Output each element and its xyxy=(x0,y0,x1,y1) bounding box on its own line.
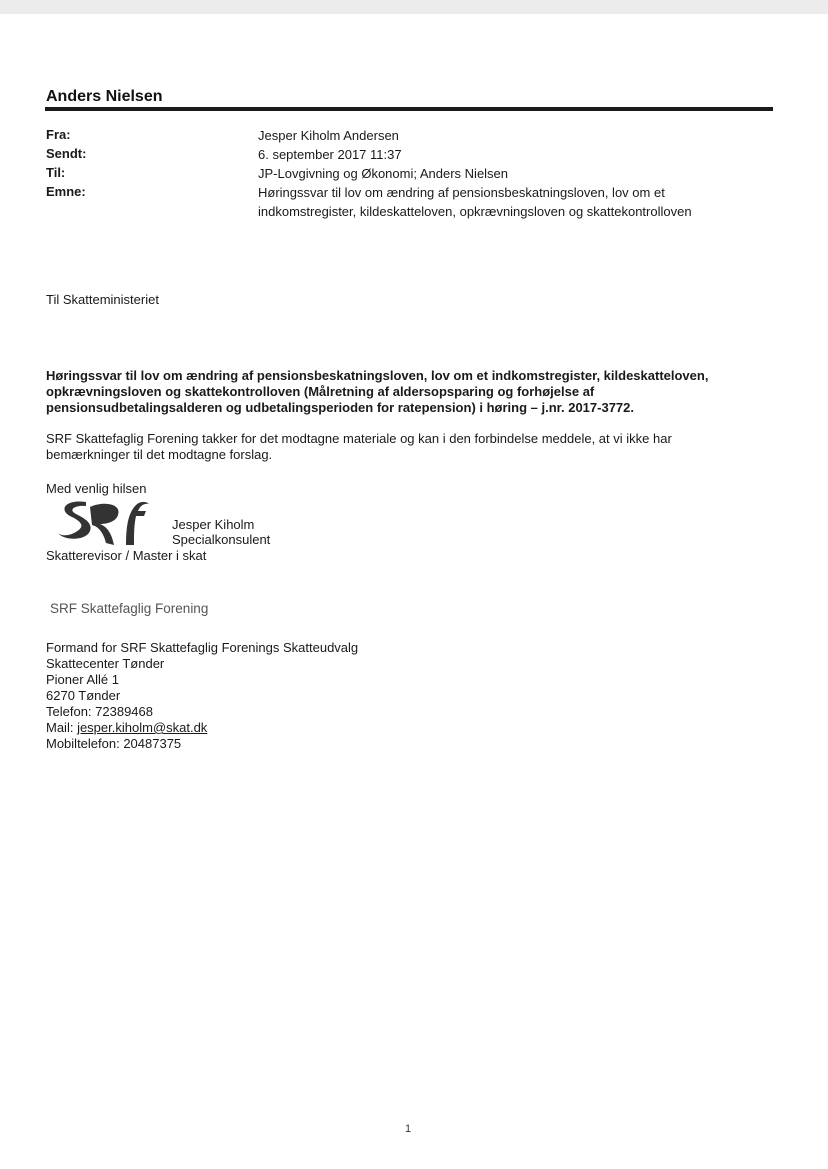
header-value-from: Jesper Kiholm Andersen xyxy=(258,128,399,143)
subject-heading-line2: opkrævningsloven og skattekontrolloven (Målretning af aldersopsparing og forhøjelse af xyxy=(46,384,595,399)
city: 6270 Tønder xyxy=(46,688,121,703)
office: Skattecenter Tønder xyxy=(46,656,165,671)
message-line1: SRF Skattefaglig Forening takker for det modtagne materiale og kan i den forbindelse meddele, at vi ikke har xyxy=(46,431,672,446)
scan-top-edge xyxy=(0,0,828,14)
organization-name: SRF Skattefaglig Forening xyxy=(50,601,209,616)
srf-logo-icon xyxy=(56,497,150,547)
header-label-to: Til: xyxy=(46,165,66,180)
subject-heading-line1: Høringssvar til lov om ændring af pensionsbeskatningsloven, lov om et indkomstregister, kildeskatteloven, xyxy=(46,368,709,383)
message-line2: bemærkninger til det modtagne forslag. xyxy=(46,447,273,462)
signature-role: Skatterevisor / Master i skat xyxy=(46,548,207,563)
header-value-sent: 6. september 2017 11:37 xyxy=(258,147,402,162)
header-divider xyxy=(45,107,773,111)
header-label-sent: Sendt: xyxy=(46,146,87,161)
signature-title: Specialkonsulent xyxy=(172,532,271,547)
signature-name: Jesper Kiholm xyxy=(172,517,255,532)
street-address: Pioner Allé 1 xyxy=(46,672,119,687)
mail-line xyxy=(46,720,207,736)
header-value-to: JP-Lovgivning og Økonomi; Anders Nielsen xyxy=(258,166,509,181)
closing: Med venlig hilsen xyxy=(46,481,147,496)
sender-name: Anders Nielsen xyxy=(46,88,163,105)
phone: Telefon: 72389468 xyxy=(46,704,153,719)
header-value-subject-line1: Høringssvar til lov om ændring af pensionsbeskatningsloven, lov om et xyxy=(258,185,665,200)
subject-heading-line3: pensionsudbetalingsalderen og udbetalingsperioden for ratepension) i høring – j.nr. 2017-3772. xyxy=(46,400,635,415)
committee: Formand for SRF Skattefaglig Forenings Skatteudvalg xyxy=(46,640,359,655)
header-label-subject: Emne: xyxy=(46,184,86,199)
header-value-subject-line2: indkomstregister, kildeskatteloven, opkrævningsloven og skattekontrolloven xyxy=(258,204,692,219)
mail-link[interactable]: jesper.kiholm@skat.dk xyxy=(77,720,208,735)
header-label-from: Fra: xyxy=(46,127,71,142)
page-number: 1 xyxy=(405,1123,412,1135)
mobile: Mobiltelefon: 20487375 xyxy=(46,736,182,751)
greeting: Til Skatteministeriet xyxy=(46,292,159,307)
mail-label: Mail: xyxy=(46,720,78,735)
